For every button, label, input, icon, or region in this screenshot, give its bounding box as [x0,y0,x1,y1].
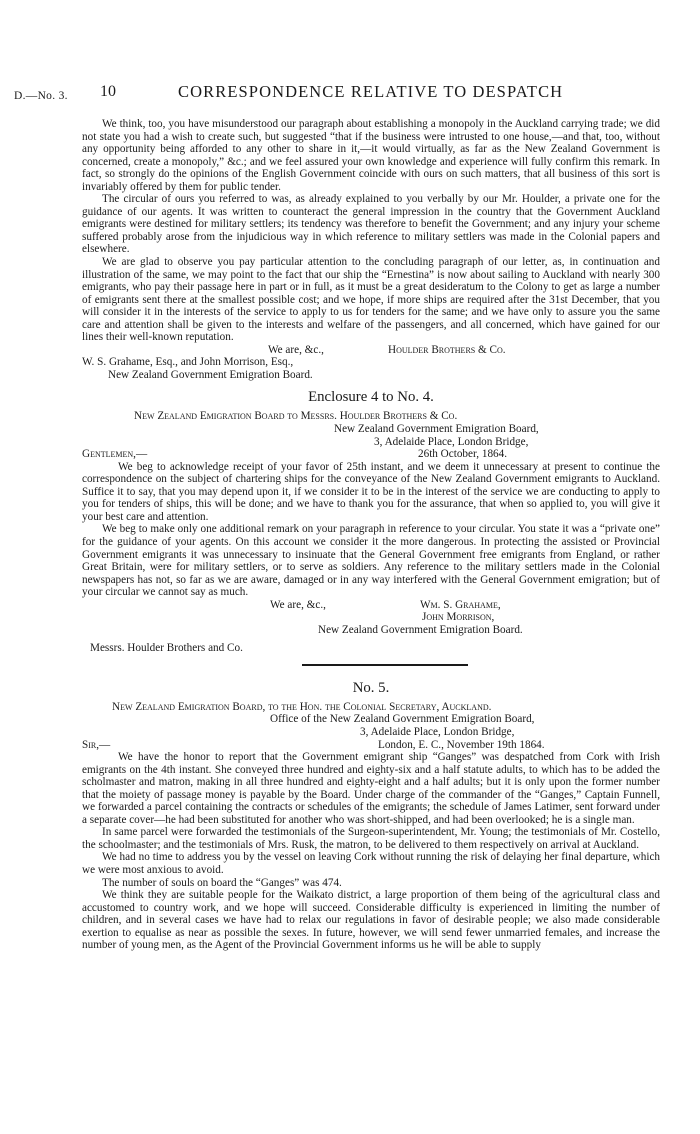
enclosure-signer-board: New Zealand Government Emigration Board. [318,623,523,636]
enclosure-signoff-line [82,599,660,612]
no5-paragraph-cork: We had no time to address you by the vessel on leaving Cork without running the risk of delaying her final departure, which we were most anxious to avoid. [82,851,660,876]
enclosure-recipient: Messrs. Houlder Brothers and Co. [90,642,243,655]
no5-paragraph-testimonials: In same parcel were forwarded the testimonials of the Surgeon-superintendent, Mr. Young; the testimonials of Mr. Costello, the schoolmaster; and the testimonials of Mrs. Rusk, the matron, to be delivered to them respectively on arrival at Auckland. [82,826,660,851]
paragraph-ernestina: We are glad to observe you pay particular attention to the concluding paragraph of our letter, as, in continuation and illustration of the same, we may point to the fact that our ship the “Ernestina” is now about sailing to Auckland with nearly 300 emigrants, who pay their passage here in part or in full, as it must be a great desideratum to the Colony to get as large a number of emigrants sent there at the smallest possible cost; and we hope, if more ships are required after the 31st December, that you will consider it in the interests of the service to apply to us for tenders for the same; and we have only to assure you the same care and attention shall be given to the interests and welfare of the passengers, and all concerned, which have gained for our lines their well-known reputation. [82,256,660,344]
no5-salutation: Sir,— [82,738,111,751]
enclosure-paragraph-1: We beg to acknowledge receipt of your favor of 25th instant, and we deem it unnecessary at present to continue the correspondence on the subject of chartering ships for the conveyance of the New Zealand Government emigrants to Auckland. Suffice it to say, that you may depend upon it, if we consider it to be in the interest of the service we are conducting to apply to you for tenders of ships, this will be done; and we have to thank you for the assurance, that when so applied to, you will give it your best care and attention. [82,460,660,523]
no5-address-line-2: 3, Adelaide Place, London Bridge, [360,725,515,738]
no5-paragraph-souls: The number of souls on board the “Ganges” was 474. [102,876,342,889]
enclosure-route: New Zealand Emigration Board to Messrs. Houlder Brothers & Co. [134,410,458,423]
signoff-line [82,344,660,357]
enclosure-heading: Enclosure 4 to No. 4. [308,389,434,406]
enclosure-paragraph-2: We beg to make only one additional remark on your paragraph in reference to your circular. You state it was a “private one” for the guidance of your agents. On this account we consider it the more dangerous. In protecting the assisted or Provincial Government emigrants it was unnecessary to insinuate that the General Government free emigrants from England, or rather Great Britain, were for military settlers, or to serve as soldiers. Any reference to the military settlers made in the Colonial newspapers has not, so far as we are aware, damaged or in any way interfered with the General Government emigration; but of your circular we cannot say as much. [82,523,660,599]
enclosure-address-line-2: 3, Adelaide Place, London Bridge, [374,435,529,448]
no5-paragraph-ganges: We have the honor to report that the Government emigrant ship “Ganges” was despatched from Cork with Irish emigrants on the 4th instant. She conveyed three hundred and eighty-six and a half statute adults, to which has to be added the scholmaster and matron, making in all three hundred and eighty-eight and a half adults; but it is only upon the former number that the moiety of passage money is payable by the Board. Under charge of the commander of the “Ganges,” Captain Funnell, we forwarded a parcel containing the contracts or schedules of the emigrants; the schedule of James Latimer, sent forward under a separate cover—he had been substituted for another who was short-shipped, and had been overlooked; he is a single man. [82,751,660,826]
page-number: 10 [100,83,116,100]
document-reference: D.—No. 3. [14,90,68,102]
document-body [82,118,660,952]
no5-date: London, E. C., November 19th 1864. [378,738,545,751]
signer-name: Houlder Brothers & Co. [388,343,506,356]
signoff-text: We are, &c., [268,343,324,356]
paragraph-circular: The circular of ours you referred to was, as already explained to you verbally by our Mr. Houlder, a private one for the guidance of our agents. It was written to counteract the general impression in the country that the Government Auckland emigrants were destined for military settlers; its tendency was therefore to benefit the Government; and any injury your scheme suffered probably arose from the injudicious way in which reference to military settlers was made in the Colonial papers and elsewhere. [82,193,660,256]
no5-salutation-date-row [82,739,660,752]
enclosure-signer-1: Wm. S. Grahame, [420,598,501,611]
no5-route: New Zealand Emigration Board, to the Hon. the Colonial Secretary, Auckland. [112,700,492,713]
enclosure-address-line-1: New Zealand Government Emigration Board, [334,423,539,436]
enclosure-date: 26th October, 1864. [418,448,508,461]
page-header [0,82,700,106]
enclosure-signoff-text: We are, &c., [270,598,326,611]
enclosure-signer-2: John Morrison, [422,611,495,624]
section-divider [302,664,468,666]
salutation-date-row [82,448,660,461]
no5-paragraph-waikato: We think they are suitable people for the Waikato district, a large proportion of them being of the agricultural class and accustomed to country work, and we hope will succeed. Considerable difficulty is experienced in limiting the number of children, and in several cases we have had to relax our regulations in favor of desirable people; we also made considerable exertion to equalise as near as possible the sexes. In future, however, we will send fewer unmarried females, and increase the number of young men, as the Agent of the Provincial Government informs us he will be able to supply [82,889,660,952]
addressee-line: W. S. Grahame, Esq., and John Morrison, Esq., [82,356,294,369]
paragraph-monopoly: We think, too, you have misunderstood our paragraph about establishing a monopoly in the Auckland carrying trade; we did not state you had a wish to create such, but suggested “that if the business were intrusted to one house,—and that, too, without any opportunity being afforded to any other to share in it,—it would virtually, as far as the New Zealand Government is concerned, create a monopoly,” &c.; and we feel assured your own knowledge and experience will fully confirm this remark. In fact, so strongly do the opinions of the English Government coincide with ours on such matters, that all business of this sort is invariably offered by them for public tender. [82,118,660,193]
page-title: CORRESPONDENCE RELATIVE TO DESPATCH [178,82,564,101]
enclosure-salutation: Gentlemen,— [82,448,148,461]
no5-address-line-1: Office of the New Zealand Government Emigration Board, [270,713,535,726]
no5-heading: No. 5. [352,679,390,696]
addressee-board: New Zealand Government Emigration Board. [108,368,313,381]
